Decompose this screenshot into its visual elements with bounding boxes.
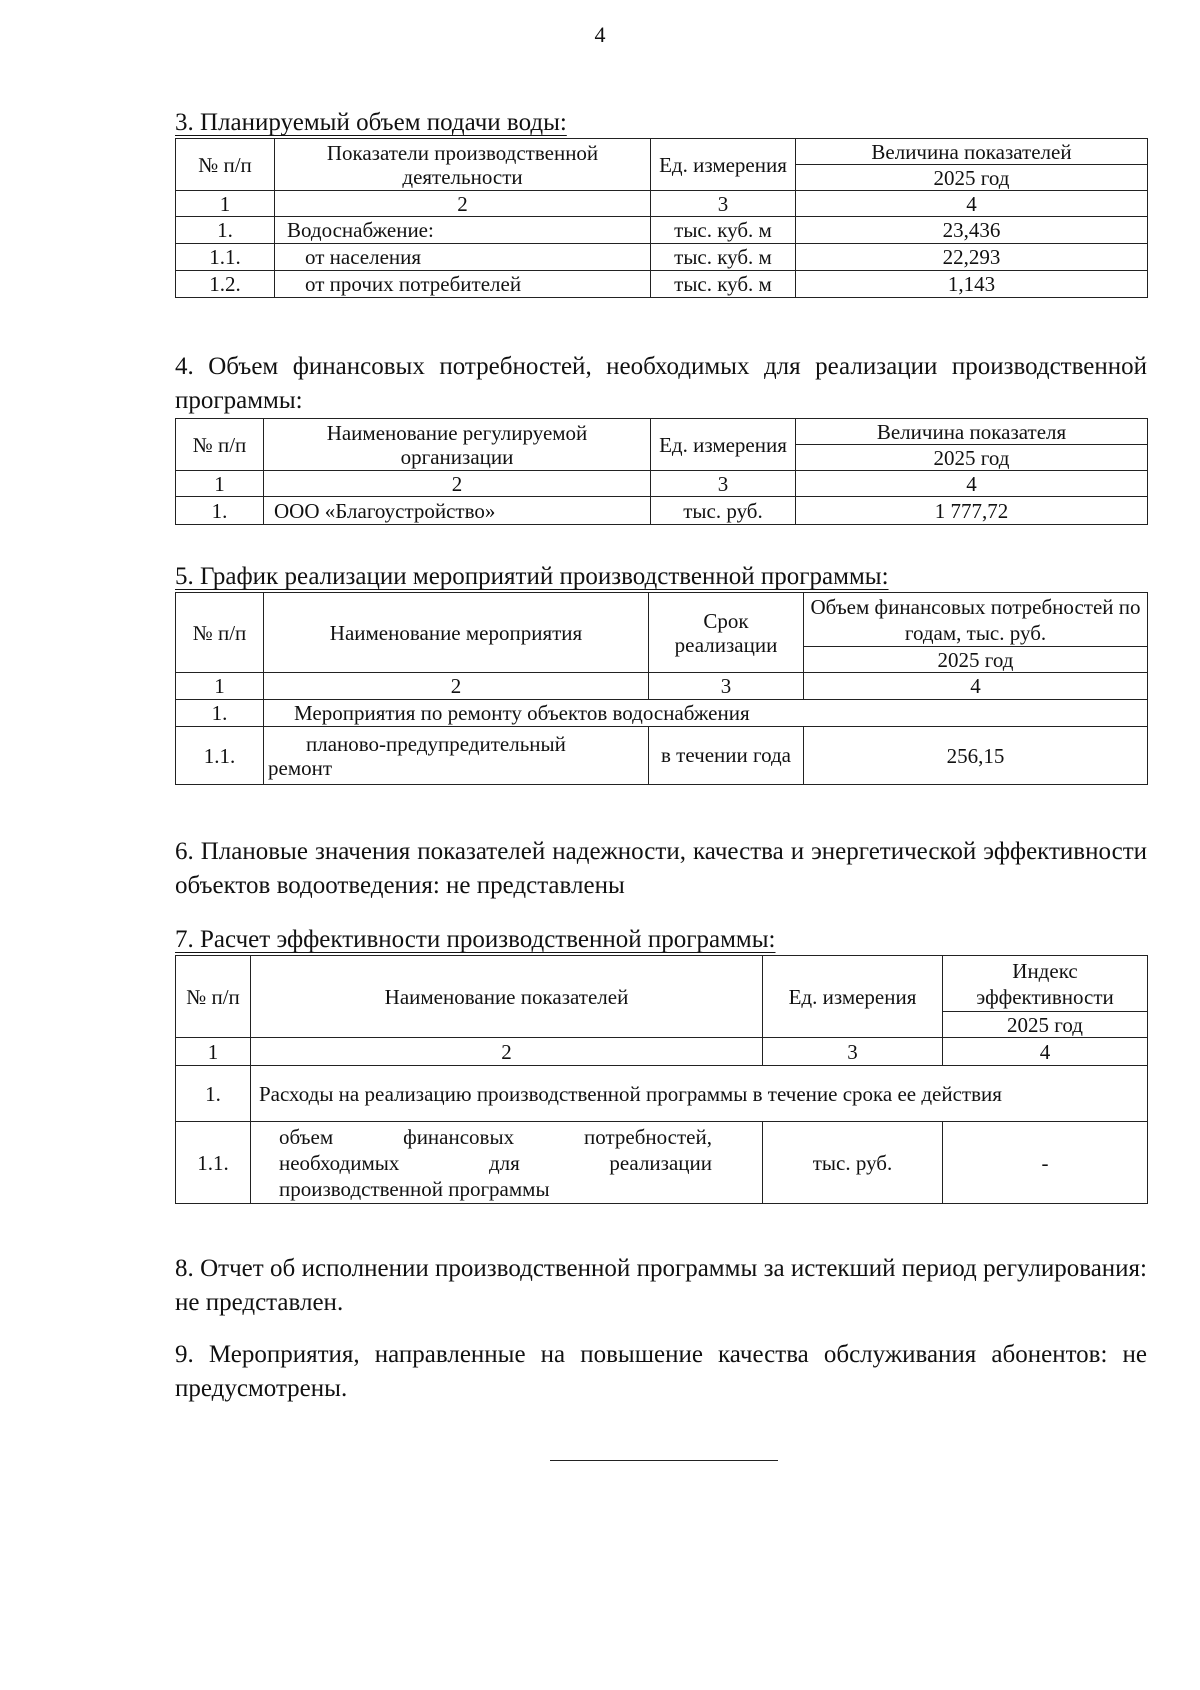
row-no: 1.1. [176, 727, 264, 785]
schedule-table [175, 592, 1148, 785]
section-6-text: 6. Плановые значения показателей надежности, качества и энергетической эффективности объектов водоотведения: не представлены [175, 838, 1147, 899]
col-num: 4 [804, 673, 1148, 700]
section-5 [175, 562, 1147, 785]
section-7 [175, 925, 1147, 1204]
row-value: 22,293 [796, 244, 1148, 271]
col-num: 4 [796, 191, 1148, 217]
section-8-text: 8. Отчет об исполнении производственной программы за истекший период регулирования: не представлен. [175, 1255, 1147, 1316]
row-name: Водоснабжение: [275, 217, 651, 244]
row-name: планово-предупредительный ремонт [264, 727, 649, 785]
row-name: ООО «Благоустройство» [264, 497, 651, 525]
hdr-no: № п/п [176, 956, 251, 1038]
col-num: 3 [649, 673, 804, 700]
table-row [176, 700, 1148, 727]
row-unit: тыс. куб. м [651, 271, 796, 298]
hdr-index: Индекс эффективности [943, 956, 1148, 1012]
section-3-title: 3. Планируемый объем подачи воды: [175, 109, 567, 136]
hdr-name: Наименование регулируемой организации [264, 419, 651, 471]
row-no: 1.1. [176, 244, 275, 271]
row-no: 1. [176, 217, 275, 244]
col-num: 1 [176, 673, 264, 700]
col-num: 4 [796, 471, 1148, 497]
row-unit: тыс. руб. [651, 497, 796, 525]
hdr-indicator: Показатели производственной деятельности [275, 139, 651, 191]
row-name: объем финансовых потребностей, необходимых для реализации производственной программы [251, 1122, 763, 1204]
hdr-year: 2025 год [943, 1012, 1148, 1038]
hdr-name: Наименование показателей [251, 956, 763, 1038]
row-value: 23,436 [796, 217, 1148, 244]
section-5-title: 5. График реализации мероприятий производственной программы: [175, 563, 889, 590]
page-number: 4 [594, 22, 606, 47]
row-name: Мероприятия по ремонту объектов водоснабжения [264, 700, 1148, 727]
row-unit: тыс. куб. м [651, 217, 796, 244]
col-num: 1 [176, 1038, 251, 1066]
row-no: 1.1. [176, 1122, 251, 1204]
section-4 [175, 350, 1147, 525]
hdr-no: № п/п [176, 593, 264, 673]
row-no: 1. [176, 700, 264, 727]
table-row [176, 1066, 1148, 1122]
hdr-term: Срок реализации [649, 593, 804, 673]
row-no: 1. [176, 1066, 251, 1122]
row-unit: тыс. куб. м [651, 244, 796, 271]
col-num: 2 [251, 1038, 763, 1066]
hdr-no: № п/п [176, 419, 264, 471]
hdr-value: Величина показателей [796, 139, 1148, 165]
end-rule [550, 1460, 778, 1461]
hdr-unit: Ед. измерения [763, 956, 943, 1038]
table-row [176, 271, 1148, 298]
section-8 [175, 1252, 1147, 1320]
col-num: 1 [176, 191, 275, 217]
row-name: от прочих потребителей [275, 271, 651, 298]
row-no: 1.2. [176, 271, 275, 298]
col-num: 2 [275, 191, 651, 217]
row-unit: тыс. руб. [763, 1122, 943, 1204]
section-3 [175, 108, 1147, 298]
section-4-title: 4. Объем финансовых потребностей, необходимых для реализации производственной программы: [175, 353, 1147, 414]
row-value: - [943, 1122, 1148, 1204]
table-row [176, 727, 1148, 785]
section-9-text: 9. Мероприятия, направленные на повышение качества обслуживания абонентов: не предусмотрены. [175, 1341, 1147, 1402]
row-value: 1 777,72 [796, 497, 1148, 525]
row-term: в течении года [649, 727, 804, 785]
table-row [176, 217, 1148, 244]
table-row [176, 244, 1148, 271]
hdr-unit: Ед. измерения [651, 139, 796, 191]
section-7-title: 7. Расчет эффективности производственной программы: [175, 926, 776, 953]
row-name: Расходы на реализацию производственной программы в течение срока ее действия [251, 1066, 1148, 1122]
col-num: 1 [176, 471, 264, 497]
col-num: 4 [943, 1038, 1148, 1066]
col-num: 3 [763, 1038, 943, 1066]
row-value: 1,143 [796, 271, 1148, 298]
finance-needs-table [175, 418, 1148, 525]
hdr-volume: Объем финансовых потребностей по годам, тыс. руб. [804, 593, 1148, 647]
efficiency-table [175, 955, 1148, 1204]
row-no: 1. [176, 497, 264, 525]
hdr-year: 2025 год [796, 165, 1148, 191]
hdr-value: Величина показателя [796, 419, 1148, 445]
col-num: 2 [264, 673, 649, 700]
hdr-name: Наименование мероприятия [264, 593, 649, 673]
hdr-year: 2025 год [804, 647, 1148, 673]
col-num: 3 [651, 191, 796, 217]
row-value: 256,15 [804, 727, 1148, 785]
section-9 [175, 1338, 1147, 1406]
section-6 [175, 835, 1147, 903]
hdr-unit: Ед. измерения [651, 419, 796, 471]
row-name: от населения [275, 244, 651, 271]
col-num: 3 [651, 471, 796, 497]
hdr-no: № п/п [176, 139, 275, 191]
col-num: 2 [264, 471, 651, 497]
table-row [176, 497, 1148, 525]
water-supply-table [175, 138, 1148, 298]
table-row [176, 1122, 1148, 1204]
hdr-year: 2025 год [796, 445, 1148, 471]
